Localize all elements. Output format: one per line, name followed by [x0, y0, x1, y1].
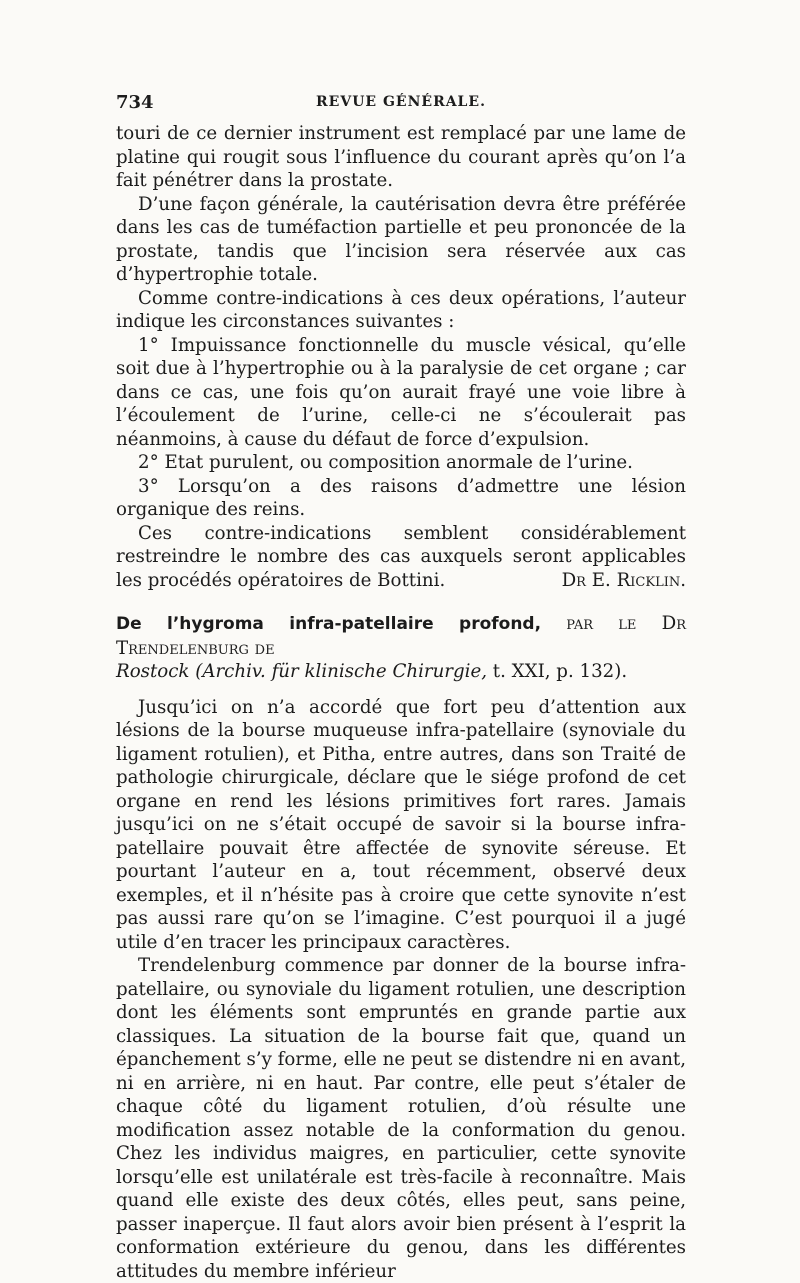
paragraph: 1° Impuissance fonctionnelle du muscle vésical, qu’elle soit due à l’hypertrophie ou à la paralysie de cet organe ; car dans ce cas, une fois qu’on aurait frayé une voie libre à l’écoulement de l’urine, celle-ci ne s’écoulerait pas néanmoins, à cause du défaut de force d’expulsion.	[116, 334, 686, 450]
article-trendelenburg	[116, 612, 686, 1283]
source-city: Rostock	[116, 661, 190, 682]
author-signature: Dr E. Ricklin.	[561, 569, 686, 591]
article-title-main: De l’hygroma infra-patellaire profond,	[116, 614, 542, 634]
paragraph: 2° Etat purulent, ou composition anormale de l’urine.	[138, 452, 633, 473]
article-ricklin	[116, 122, 686, 592]
paragraph: Comme contre-indications à ces deux opérations, l’auteur indique les circonstances suivantes :	[116, 287, 686, 332]
paragraph: touri de ce dernier instrument est remplacé par une lame de platine qui rougit sous l’influence du courant après qu’on l’a fait pénétrer dans la prostate.	[116, 123, 686, 191]
source-reference: t. XXI, p. 132).	[487, 661, 628, 682]
running-title: REVUE GÉNÉRALE.	[316, 94, 486, 110]
book-page	[116, 92, 686, 1283]
paragraph: 3° Lorsqu’on a des raisons d’admettre une lésion organique des reins.	[116, 475, 686, 520]
page-number: 734	[116, 92, 154, 113]
paragraph: Trendelenburg commence par donner de la bourse infra-patellaire, ou synoviale du ligament rotulien, une description dont les éléments sont empruntés en grande partie aux classiques. La situation de la bourse fait que, quand un épanchement s’y forme, elle ne peut se distendre ni en avant, ni en arrière, ni en haut. Par contre, elle peut s’étaler de chaque côté du ligament rotulien, d’où résulte une modification assez notable de la conformation du genou. Chez les individus maigres, en particulier, cette synovite lorsqu’elle est unilatérale est très-facile à reconnaître. Mais quand elle existe des deux côtés, elles peut, sans peine, passer inaperçue. Il faut alors avoir bien présent à l’esprit la conformation extérieure du genou, dans les différentes attitudes du membre inférieur	[116, 955, 686, 1282]
page-header	[116, 92, 686, 122]
source-journal: (Archiv. für klinische Chirurgie,	[195, 661, 488, 682]
paragraph: Jusqu’ici on n’a accordé que fort peu d’attention aux lésions de la bourse muqueuse infra-patellaire (synoviale du ligament rotulien), et Pitha, entre autres, dans son Traité de pathologie chirurgicale, déclare que le siége profond de cet organe en rend les lésions primitives fort rares. Jamais jusqu’ici on ne s’était occupé de savoir si la bourse infra-patellaire pouvait être affectée de synovite séreuse. Et pourtant l’auteur en a, tout récemment, observé deux exemples, et il n’hésite pas à croire que cette synovite n’est pas aussi rare qu’on se l’imagine. C’est pourquoi il a jugé utile d’en tracer les principaux caractères.	[116, 696, 686, 953]
article-author: par le Dr Trendelenburg de	[116, 613, 686, 659]
paragraph-with-signature	[116, 522, 686, 593]
article-source	[116, 660, 686, 684]
article-title	[116, 612, 686, 660]
paragraph: D’une façon générale, la cautérisation devra être préférée dans les cas de tuméfaction partielle et peu prononcée de la prostate, tandis que l’incision sera réservée aux cas d’hypertrophie totale.	[116, 193, 686, 285]
paragraph-text: Ces contre-indications semblent considérablement restreindre le nombre des cas auxquels seront applicables les procédés opératoires de Bottini.	[116, 522, 686, 591]
